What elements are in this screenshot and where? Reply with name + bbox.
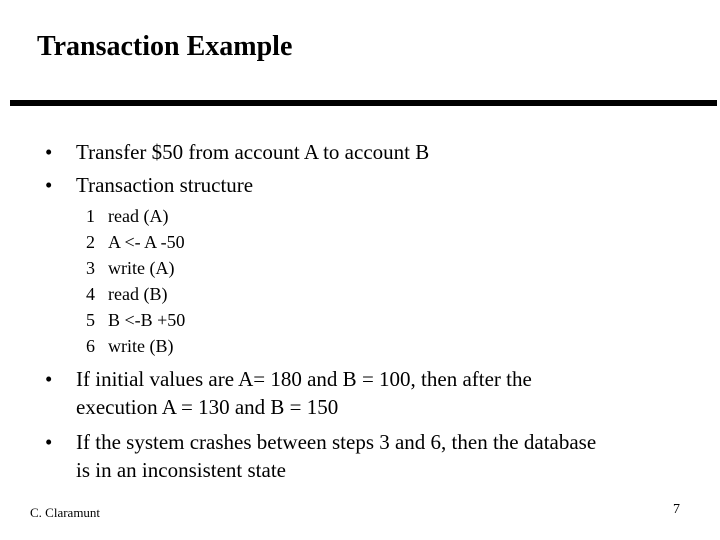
- page-number: 7: [673, 502, 680, 517]
- step-number: 6: [86, 336, 95, 356]
- step-operation: B <-B +50: [108, 310, 186, 330]
- bullet-text-line1: If initial values are A= 180 and B = 100, then after the: [76, 367, 532, 391]
- step-number: 3: [86, 258, 95, 278]
- bullet-marker: •: [45, 430, 53, 454]
- step-number: 5: [86, 310, 95, 330]
- bullet-text-line1: If the system crashes between steps 3 and 6, then the database: [76, 430, 597, 454]
- bullet-text: Transfer $50 from account A to account B: [76, 140, 430, 164]
- step-operation: read (B): [108, 284, 168, 304]
- bullet-marker: •: [45, 140, 53, 164]
- step-number: 1: [86, 206, 95, 226]
- bullet-marker: •: [45, 173, 53, 197]
- step-operation: read (A): [108, 206, 169, 226]
- step-operation: write (A): [108, 258, 175, 278]
- step-number: 2: [86, 232, 95, 252]
- footer-author: C. Claramunt: [30, 505, 101, 520]
- step-operation: A <- A -50: [108, 232, 185, 252]
- step-operation: write (B): [108, 336, 174, 356]
- bullet-marker: •: [45, 367, 53, 391]
- bullet-text: Transaction structure: [76, 173, 254, 197]
- bullet-text-line2: is in an inconsistent state: [76, 458, 286, 482]
- slide-title: Transaction Example: [37, 31, 293, 62]
- title-underline-rule: [10, 100, 717, 106]
- bullet-text-line2: execution A = 130 and B = 150: [76, 395, 339, 419]
- step-number: 4: [86, 284, 95, 304]
